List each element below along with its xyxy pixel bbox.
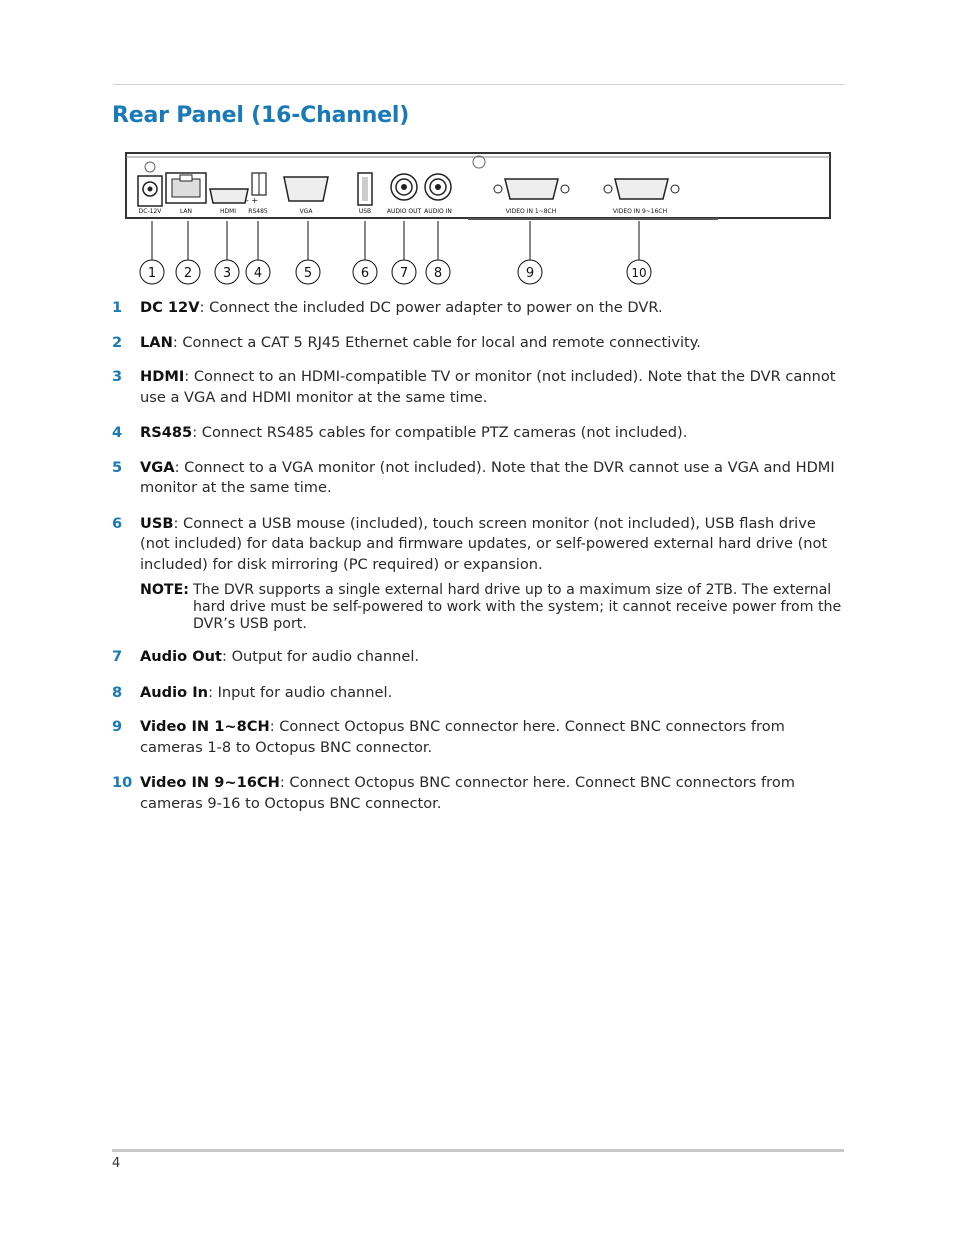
item-number: 2 (112, 333, 123, 351)
item-term: RS485 (140, 424, 193, 441)
item-number: 5 (112, 458, 123, 476)
item-term: VGA (140, 458, 175, 476)
item-text: : Input for audio channel. (208, 683, 393, 701)
footer-rule (112, 1149, 844, 1152)
rs485-signs: - + (246, 196, 259, 205)
list-item-video-in-1-8ch (112, 717, 844, 758)
item-text: : Connect Octopus BNC connector here. Connect BNC connectors from cameras 9-16 to Octopus BNC connector. (140, 774, 796, 812)
item-term: Audio Out (140, 648, 223, 665)
item-number: 7 (112, 648, 123, 665)
port-label-hdmi: HDMI (219, 208, 237, 215)
item-number: 6 (112, 514, 123, 532)
item-text: : Connect a CAT 5 RJ45 Ethernet cable for local and remote connectivity. (172, 333, 701, 351)
item-number: 1 (112, 299, 123, 316)
top-rule (113, 84, 844, 85)
page-title: Rear Panel (16-Channel) (112, 103, 410, 128)
port-label-vga: VGA (299, 208, 313, 215)
callout-2: 2 (183, 266, 193, 281)
item-text: : Output for audio channel. (222, 648, 420, 665)
callout-9: 9 (525, 266, 535, 281)
item-number: 4 (112, 424, 123, 441)
item-term: USB (140, 514, 174, 532)
rear-panel-diagram (118, 145, 834, 295)
lan-port (166, 173, 206, 203)
list-item-dc12v (112, 298, 844, 319)
callout-7: 7 (399, 266, 409, 281)
item-text: : Connect a USB mouse (included), touch screen monitor (not included), USB flash drive (not included) for data backup and firmware updates, or self-powered external hard drive (not included) for disk mirroring (PC required) or expansion. (140, 514, 828, 573)
item-text: : Connect RS485 cables for compatible PTZ cameras (not included). (192, 424, 688, 441)
usb-port (358, 173, 372, 205)
item-term: LAN (140, 333, 173, 351)
list-item-vga (112, 458, 844, 499)
list-item-hdmi (112, 367, 844, 408)
item-number: 3 (112, 368, 123, 385)
list-item-audio-in (112, 683, 844, 704)
item-term: DC 12V (140, 299, 200, 316)
list-item-video-in-9-16ch (112, 773, 844, 814)
callout-1: 1 (147, 266, 157, 281)
list-item-lan (112, 333, 844, 354)
item-term: Video IN 1~8CH (140, 718, 270, 735)
item-term: HDMI (140, 368, 185, 385)
port-label-lan: LAN (179, 208, 193, 215)
item-number: 8 (112, 683, 123, 701)
item-text: : Connect to an HDMI-compatible TV or monitor (not included). Note that the DVR cannot use a VGA and HDMI monitor at the same time. (140, 368, 836, 406)
hdmi-port (210, 189, 248, 203)
callout-4: 4 (253, 266, 263, 281)
callout-6: 6 (360, 266, 370, 281)
port-label-rs485: RS485 (248, 208, 268, 215)
item-number: 10 (112, 774, 133, 791)
port-label-audio-out: AUDIO OUT (386, 208, 422, 215)
callout-3: 3 (222, 266, 232, 281)
item-term: Video IN 9~16CH (140, 774, 280, 791)
port-label-video-in-1-8ch: VIDEO IN 1~8CH (505, 208, 557, 215)
callout-5: 5 (303, 266, 313, 281)
note-text: The DVR supports a single external hard drive up to a maximum size of 2TB. The external hard drive must be self-powered to work with the system; it cannot receive power from the DVR’s USB port. (193, 582, 842, 632)
vga-port (284, 177, 328, 201)
item-number: 9 (112, 718, 123, 735)
item-text: : Connect Octopus BNC connector here. Connect BNC connectors from cameras 1-8 to Octopus BNC connector. (140, 718, 785, 756)
dc-12v-port (138, 176, 162, 206)
list-item-rs485 (112, 423, 844, 444)
usb-note (112, 582, 844, 633)
list-item-audio-out (112, 647, 844, 668)
audio-out-port (391, 174, 417, 200)
item-term: Audio In (140, 683, 209, 701)
list-item-usb (112, 514, 844, 576)
port-label-usb: USB (358, 208, 372, 215)
item-text: : Connect the included DC power adapter to power on the DVR. (199, 299, 663, 316)
callout-8: 8 (433, 266, 443, 281)
note-label: NOTE: (140, 582, 189, 598)
port-description-list (112, 298, 844, 814)
port-label-video-in-9-16ch: VIDEO IN 9~16CH (612, 208, 668, 215)
page-number: 4 (112, 1156, 121, 1171)
port-label-audio-in: AUDIO IN (424, 208, 452, 215)
callout-10: 10 (631, 266, 647, 280)
port-label-dc12v: DC-12V (138, 208, 162, 215)
item-text: : Connect to a VGA monitor (not included). Note that the DVR cannot use a VGA and HDMI monitor at the same time. (140, 458, 835, 496)
audio-in-port (425, 174, 451, 200)
